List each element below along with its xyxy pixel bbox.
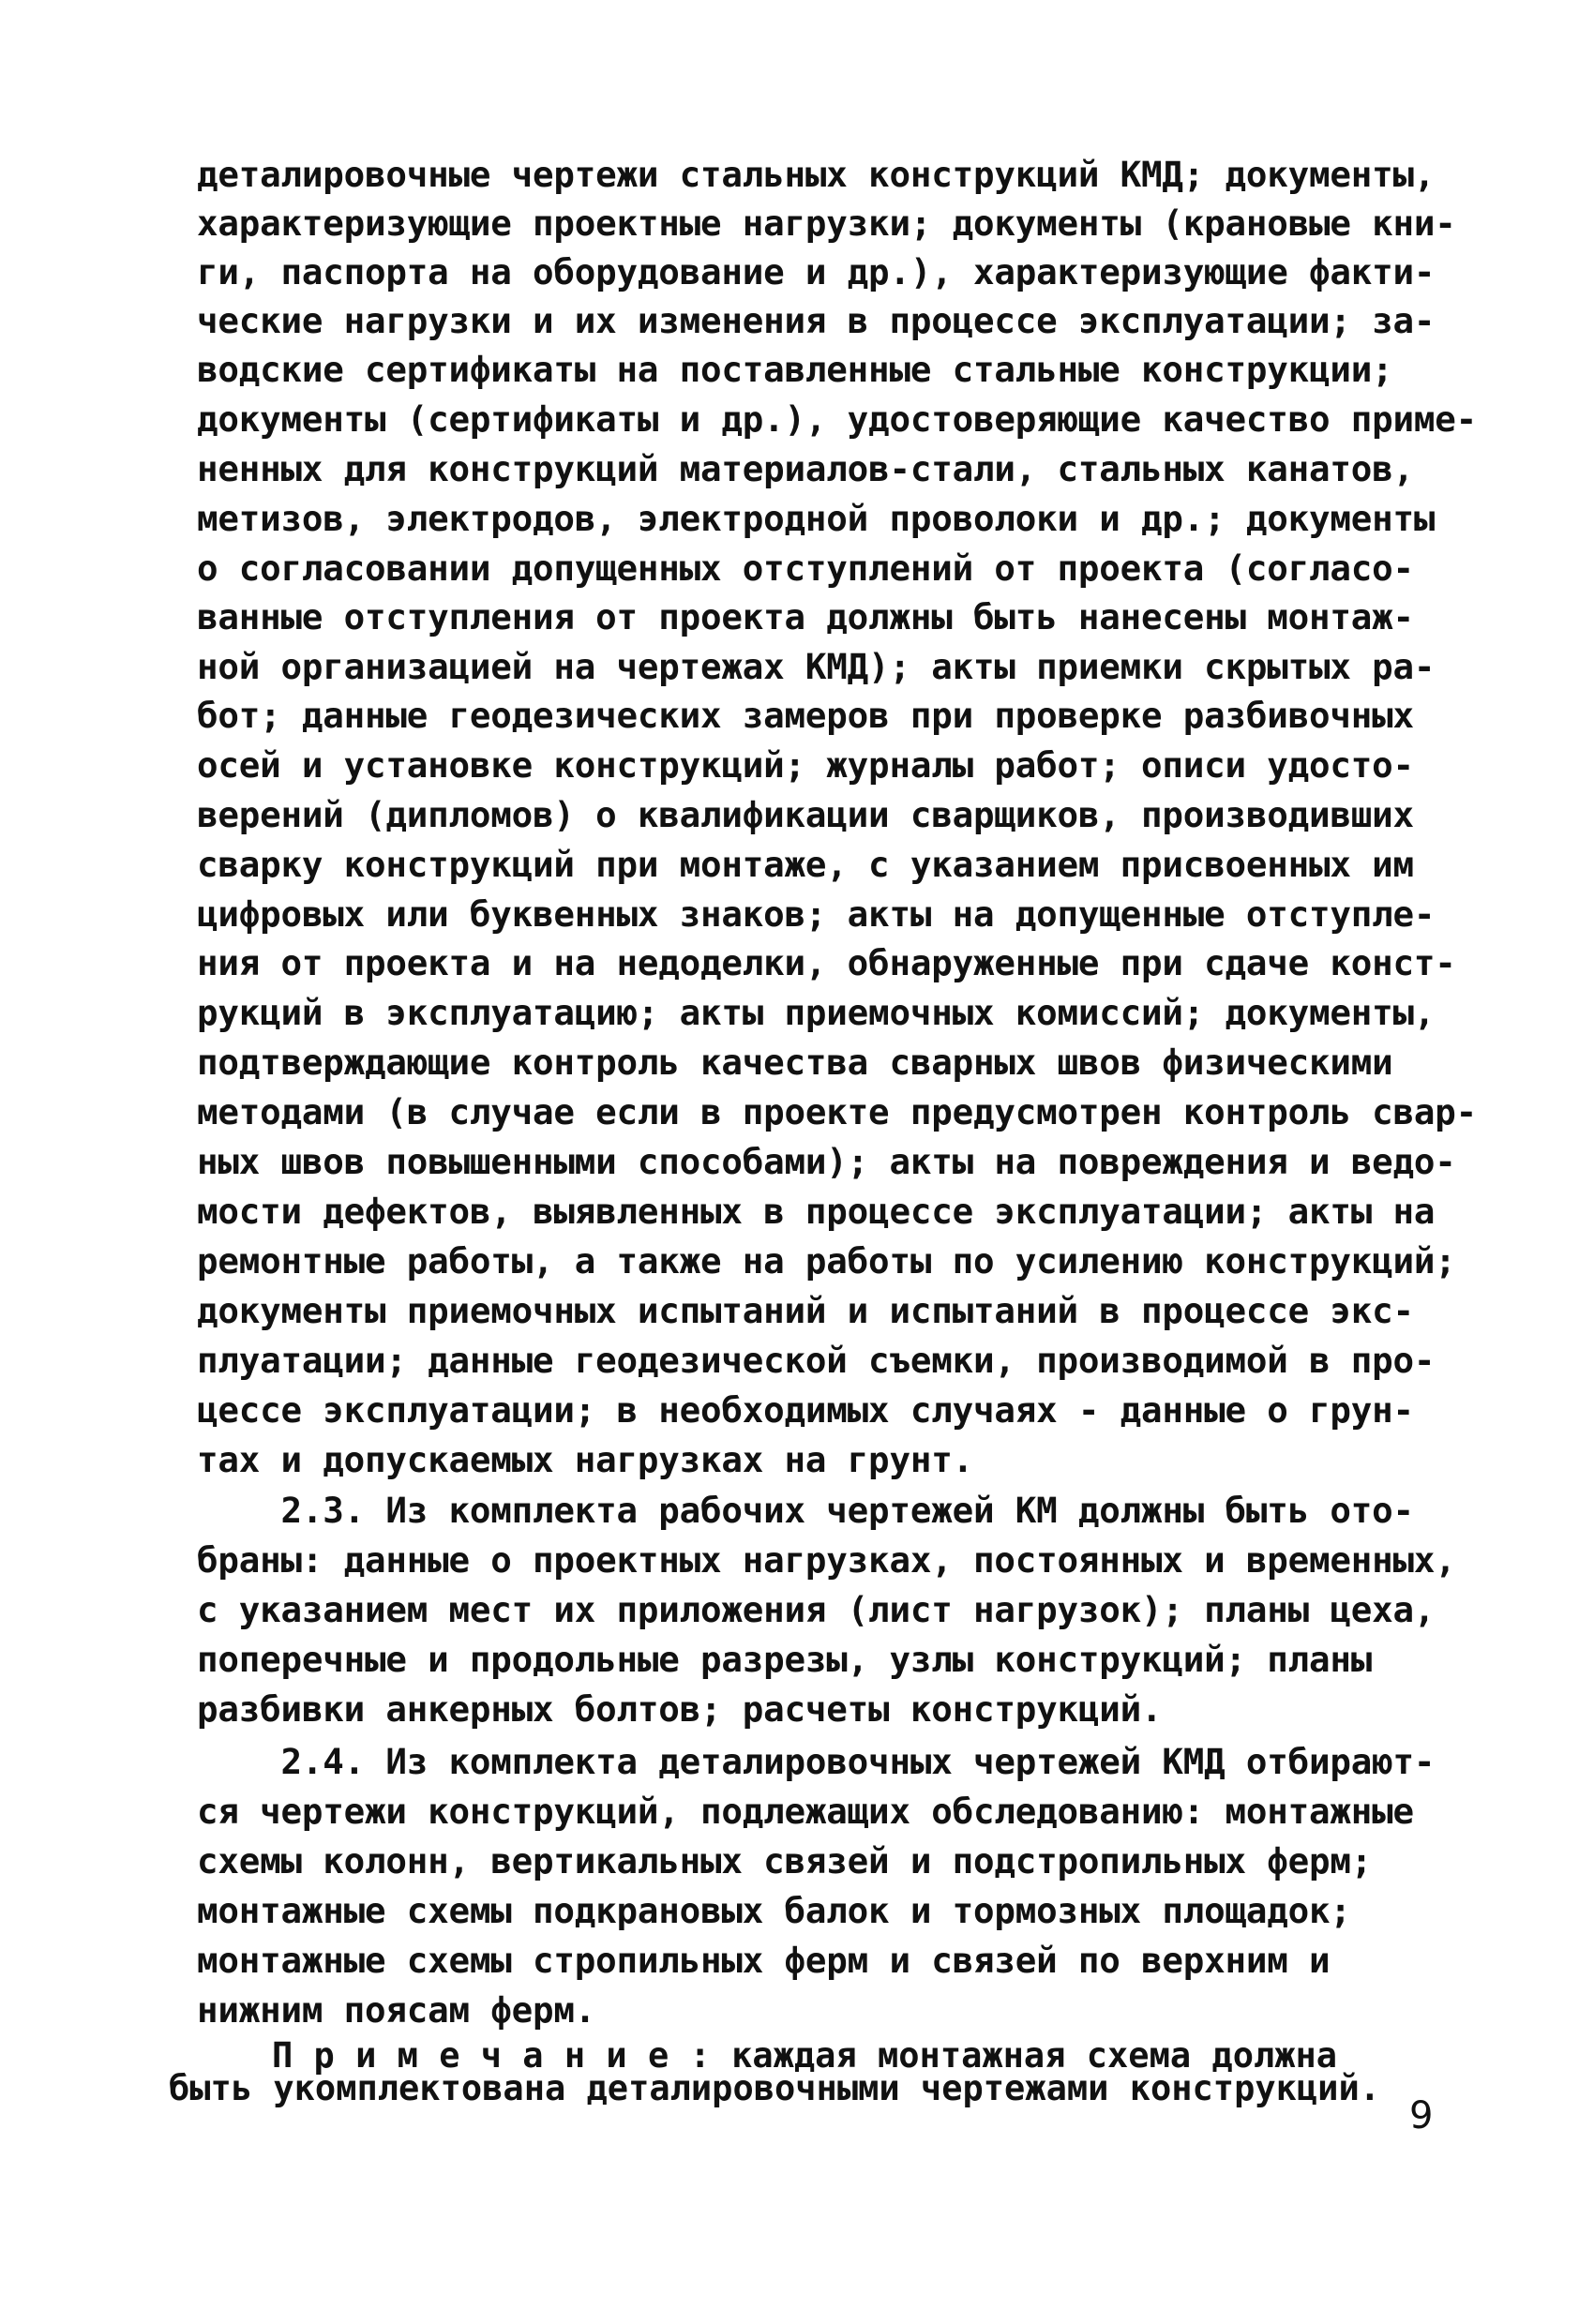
text-line: характеризующие проектные нагрузки; документы (крановые кни- bbox=[197, 202, 1456, 244]
text-line: монтажные схемы подкрановых балок и тормозных площадок; bbox=[197, 1890, 1351, 1931]
note-line: быть укомплектована деталировочными чертежами конструкций. bbox=[169, 2068, 1381, 2108]
text-line: метизов, электродов, электродной проволоки и др.; документы bbox=[197, 498, 1436, 539]
page-number: 9 bbox=[1409, 2094, 1434, 2137]
note-line: П р и м е ч а н и е : каждая монтажная схема должна bbox=[272, 2035, 1338, 2076]
text-line: нижним поясам ферм. bbox=[197, 1989, 596, 2031]
text-line: осей и установке конструкций; журналы работ; описи удосто- bbox=[197, 744, 1414, 786]
text-line: браны: данные о проектных нагрузках, постоянных и временных, bbox=[197, 1539, 1456, 1581]
text-line: цессе эксплуатации; в необходимых случаях - данные о грун- bbox=[197, 1389, 1414, 1431]
text-line: подтверждающие контроль качества сварных швов физическими bbox=[197, 1042, 1393, 1083]
text-line: с указанием мест их приложения (лист нагрузок); планы цеха, bbox=[197, 1589, 1436, 1630]
text-line: ся чертежи конструкций, подлежащих обследованию: монтажные bbox=[197, 1791, 1414, 1832]
text-line: бот; данные геодезических замеров при проверке разбивочных bbox=[197, 695, 1414, 736]
text-line: разбивки анкерных болтов; расчеты конструкций. bbox=[197, 1688, 1163, 1730]
text-line: верений (дипломов) о квалификации сварщиков, производивших bbox=[197, 794, 1414, 835]
text-line: документы приемочных испытаний и испытаний в процессе экс- bbox=[197, 1290, 1414, 1331]
text-line: ненных для конструкций материалов-стали, стальных канатов, bbox=[197, 448, 1414, 489]
text-line: ния от проекта и на недоделки, обнаруженные при сдаче конст- bbox=[197, 942, 1456, 983]
text-line: деталировочные чертежи стальных конструкций КМД; документы, bbox=[197, 154, 1436, 195]
text-line: ремонтные работы, а также на работы по усилению конструкций; bbox=[197, 1240, 1456, 1282]
text-line: ванные отступления от проекта должны быть нанесены монтаж- bbox=[197, 596, 1414, 637]
text-line: 2.4. Из комплекта деталировочных чертежей КМД отбирают- bbox=[197, 1741, 1436, 1782]
text-line: о согласовании допущенных отступлений от проекта (согласо- bbox=[197, 547, 1414, 589]
text-line: схемы колонн, вертикальных связей и подстропильных ферм; bbox=[197, 1840, 1373, 1882]
text-line: методами (в случае если в проекте предусмотрен контроль свар- bbox=[197, 1091, 1477, 1132]
text-line: водские сертификаты на поставленные стальные конструкции; bbox=[197, 349, 1393, 390]
text-line: тах и допускаемых нагрузках на грунт. bbox=[197, 1439, 973, 1480]
text-line: 2.3. Из комплекта рабочих чертежей КМ должны быть ото- bbox=[197, 1490, 1414, 1531]
text-line: мости дефектов, выявленных в процессе эксплуатации; акты на bbox=[197, 1191, 1436, 1232]
text-line: ных швов повышенными способами); акты на повреждения и ведо- bbox=[197, 1141, 1456, 1182]
text-line: сварку конструкций при монтаже, с указанием присвоенных им bbox=[197, 844, 1414, 885]
text-line: плуатации; данные геодезической съемки, производимой в про- bbox=[197, 1340, 1436, 1381]
text-line: рукций в эксплуатацию; акты приемочных комиссий; документы, bbox=[197, 992, 1436, 1033]
text-line: монтажные схемы стропильных ферм и связей по верхним и bbox=[197, 1940, 1331, 1981]
text-line: ной организацией на чертежах КМД); акты приемки скрытых ра- bbox=[197, 646, 1436, 687]
text-line: документы (сертификаты и др.), удостоверяющие качество приме- bbox=[197, 398, 1477, 440]
text-line: поперечные и продольные разрезы, узлы конструкций; планы bbox=[197, 1639, 1373, 1680]
text-line: ческие нагрузки и их изменения в процессе эксплуатации; за- bbox=[197, 300, 1436, 341]
text-line: ги, паспорта на оборудование и др.), характеризующие факти- bbox=[197, 251, 1436, 292]
text-line: цифровых или буквенных знаков; акты на допущенные отступле- bbox=[197, 893, 1436, 935]
